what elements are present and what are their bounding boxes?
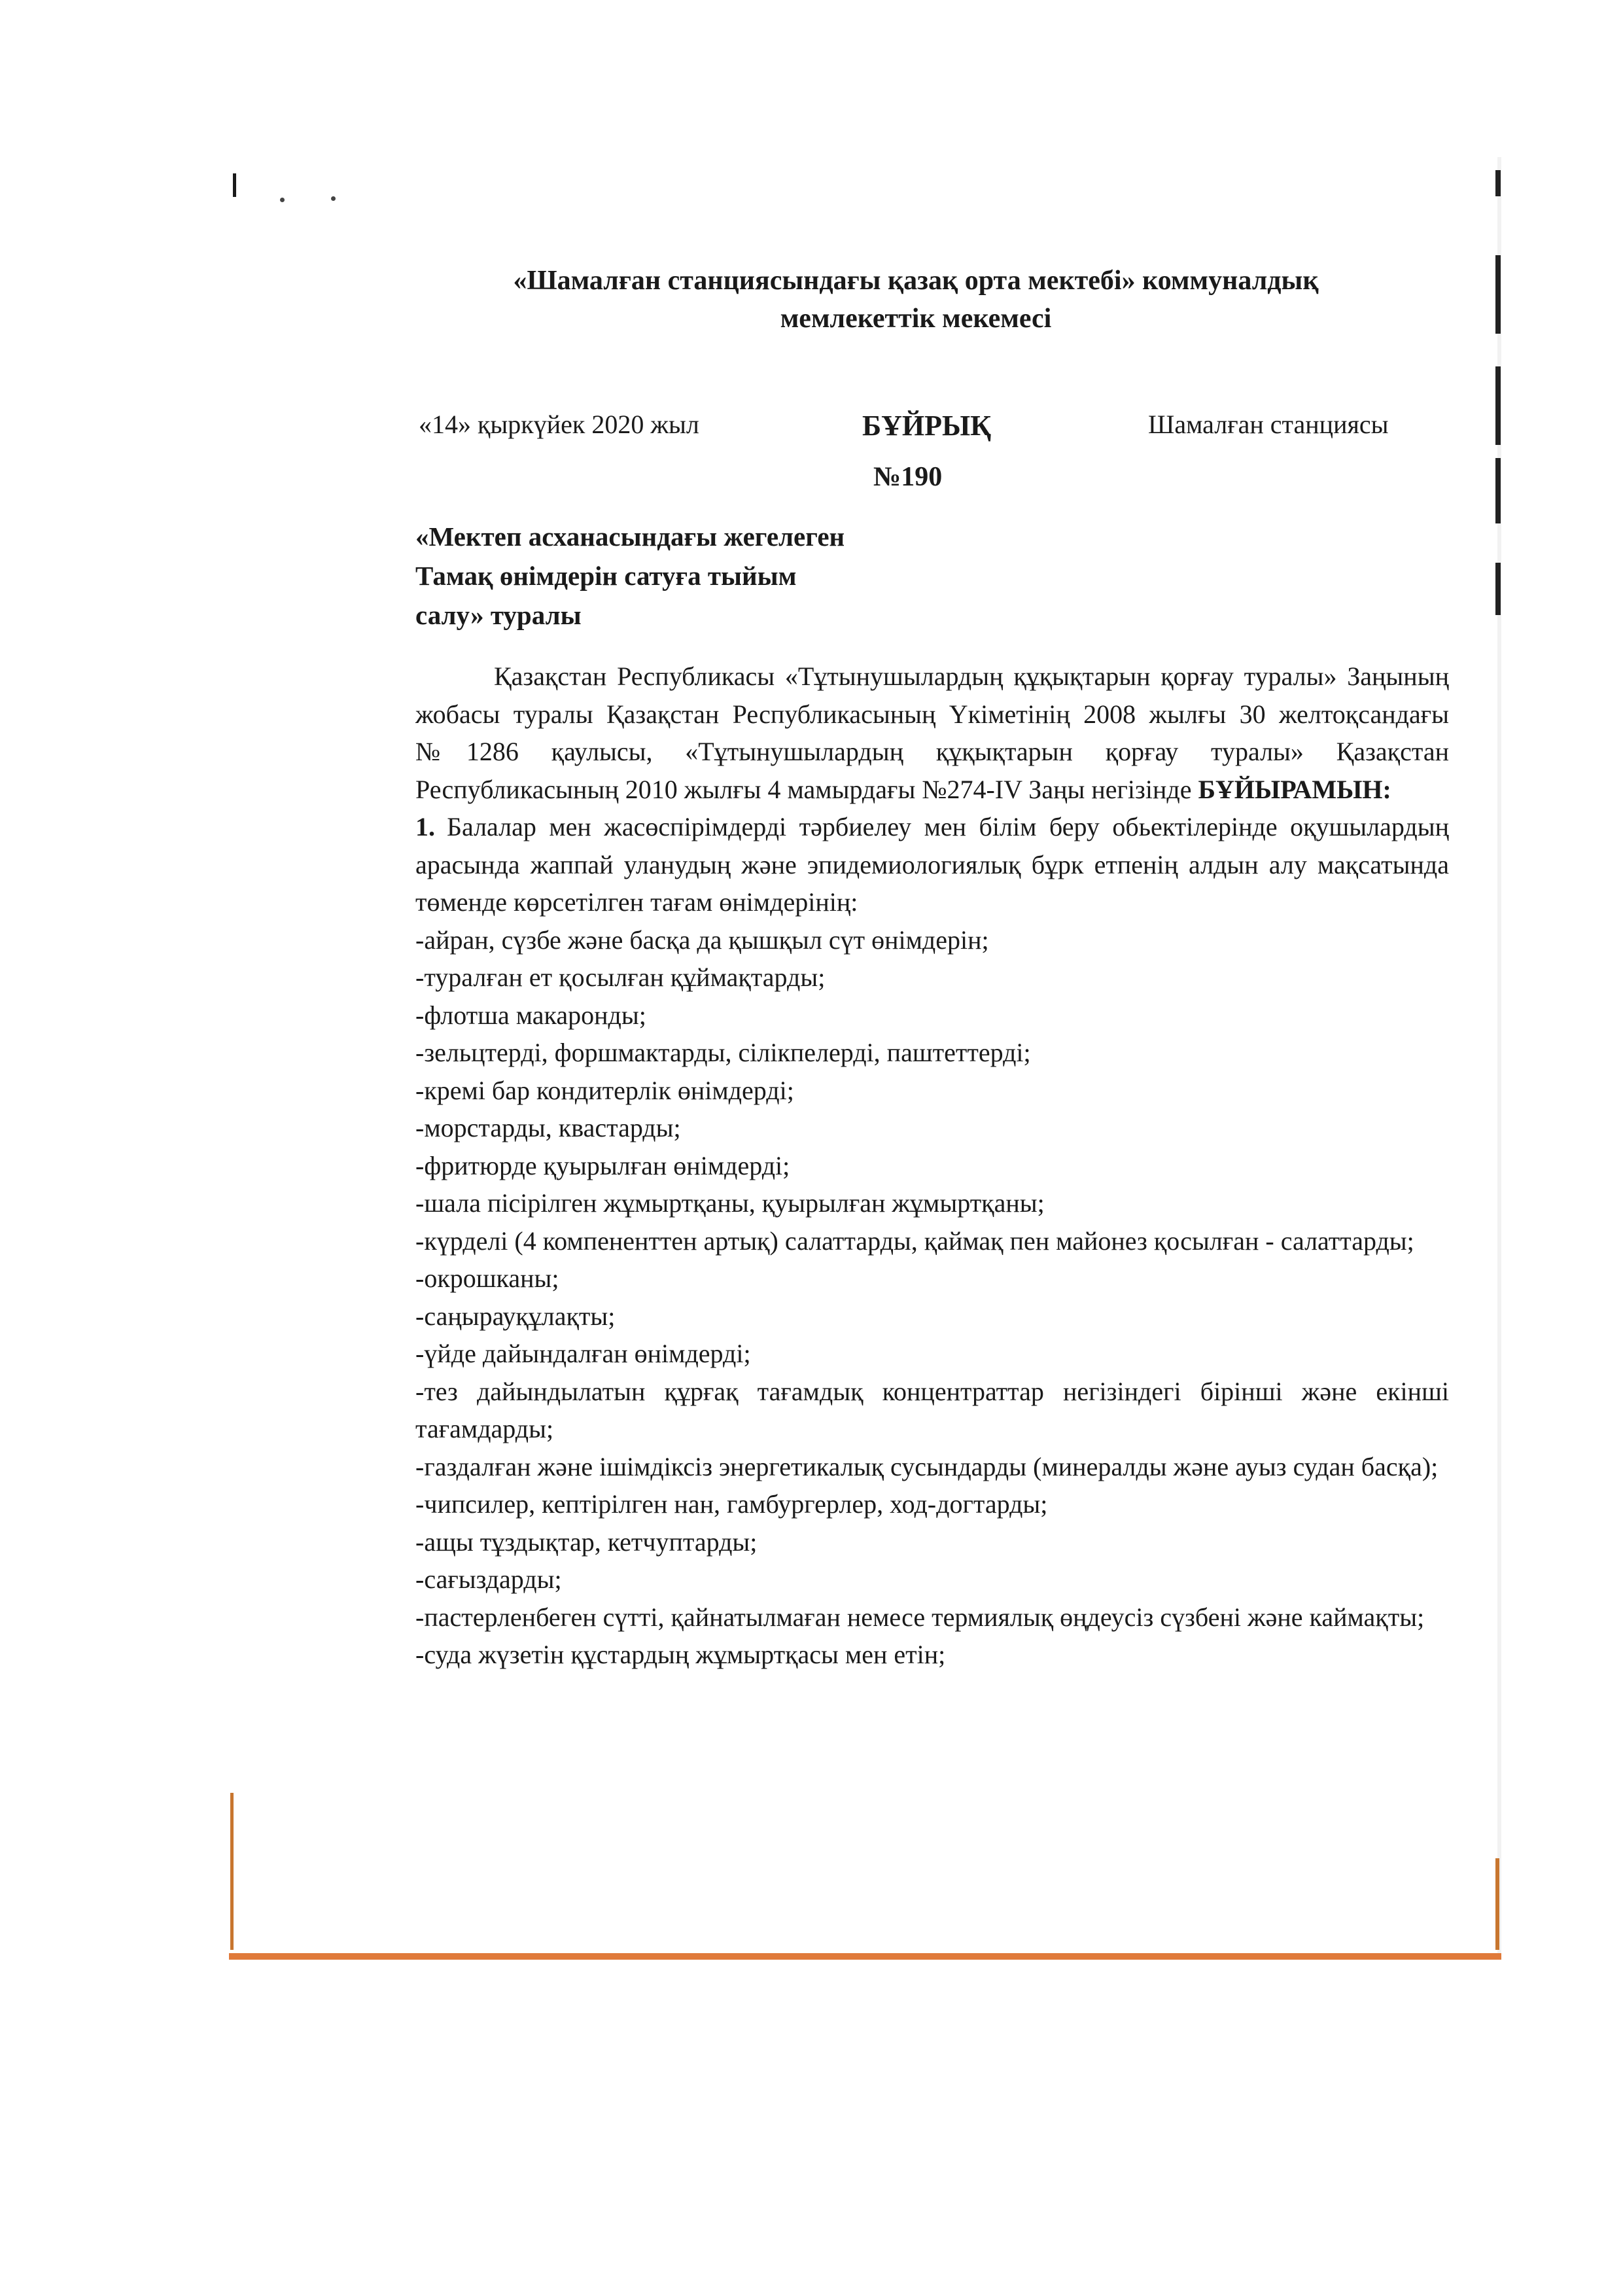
scan-edge-mark bbox=[230, 1793, 234, 1950]
institution-name-line1: «Шамалған станциясындағы қазақ орта мектебі» коммуналдық bbox=[513, 266, 1319, 296]
list-item: -саңырауқұлақты; bbox=[415, 1301, 616, 1331]
list-item: -ащы тұздықтар, кетчуптарды; bbox=[415, 1527, 758, 1557]
list-item: -үйде дайындалған өнімдерді; bbox=[415, 1339, 751, 1368]
list-item: -кремі бар кондитерлік өнімдерді; bbox=[415, 1075, 794, 1105]
list-item: -флотша макаронды; bbox=[415, 1000, 646, 1030]
point-1-number: 1. bbox=[415, 812, 435, 841]
subject-line1: «Мектеп асханасындағы жегелеген bbox=[415, 521, 845, 552]
order-number: №190 bbox=[873, 462, 943, 492]
list-item: -суда жүзетін құстардың жұмыртқасы мен етін; bbox=[415, 1640, 946, 1669]
scan-edge-mark bbox=[1495, 458, 1501, 523]
point-1 bbox=[415, 808, 1449, 921]
scan-edge-mark bbox=[1495, 366, 1501, 445]
list-item: -айран, сүзбе және басқа да қышқыл сүт өнімдерін; bbox=[415, 925, 989, 955]
list-item: -күрделі (4 компененттен артық) салаттарды, қаймақ пен майонез қосылған - салаттарды; bbox=[415, 1226, 1414, 1256]
subject-line3: салу» туралы bbox=[415, 600, 582, 630]
decree-word: БҰЙЫРАМЫН: bbox=[1198, 774, 1391, 804]
scan-dot bbox=[280, 198, 285, 202]
list-item: -газдалған және ішімдіксіз энергетикалық сусындарды (минералды және ауыз судан басқа); bbox=[415, 1451, 1439, 1481]
preamble-text: Қазақстан Республикасы «Тұтынушылардың құқықтарын қорғау туралы» Заңының жобасы туралы Қазақстан Республикасының Үкіметінің 2008 жылғы 30 желтоқсандағы №1286 қаулысы, «Тұтынушылардың құқықтарын қорғау туралы» Қазақстан Республикасының 2010 жылғы 4 мамырдағы №274-IV Заңы негізінде bbox=[415, 662, 1449, 804]
list-item: -пастерленбеген сүтті, қайнатылмаған немесе термиялық өңдеусіз сүзбені және каймақты; bbox=[415, 1602, 1425, 1632]
list-item: -фритюрде қуырылған өнімдерді; bbox=[415, 1150, 790, 1180]
point-1-text: Балалар мен жасөспірімдерді тәрбиелеу мен білім беру обьектілерінде оқушылардың арасында жаппай уланудың және эпидемиологиялық бұрк етпенің алдын алу мақсатында төменде көрсетілген тағам өнімдерінің: bbox=[415, 812, 1449, 917]
list-item: -сағыздарды; bbox=[415, 1564, 562, 1594]
list-item: -тез дайындылатын құрғақ тағамдық концентраттар негізіндегі бірінші және екінші тағамдарды; bbox=[415, 1376, 1449, 1443]
scan-edge-mark bbox=[1495, 255, 1501, 334]
order-body bbox=[415, 658, 1449, 1674]
scan-edge-mark bbox=[1495, 170, 1501, 196]
order-place: Шамалған станциясы bbox=[1148, 410, 1389, 439]
order-subject bbox=[415, 517, 1004, 635]
list-item: -окрошканы; bbox=[415, 1263, 559, 1293]
list-item: -морстарды, квастарды; bbox=[415, 1113, 681, 1142]
list-item: -зельцтерді, форшмактарды, сілікпелерді, паштеттерді; bbox=[415, 1038, 1031, 1067]
subject-line2: Тамақ өнімдерін сатуға тыйым bbox=[415, 561, 797, 591]
list-item: -чипсилер, кептірілген нан, гамбургерлер, ход-догтарды; bbox=[415, 1489, 1048, 1519]
banned-products-list bbox=[415, 921, 1449, 1674]
list-item: -туралған ет қосылған құймақтарды; bbox=[415, 963, 826, 992]
scan-dot bbox=[331, 196, 336, 201]
scan-edge-mark bbox=[1495, 1858, 1499, 1950]
institution-name-line2: мемлекеттік мекемесі bbox=[780, 304, 1052, 334]
order-date: «14» қыркүйек 2020 жыл bbox=[419, 410, 699, 439]
preamble-paragraph bbox=[415, 658, 1449, 808]
order-title: БҰЙРЫҚ bbox=[862, 410, 992, 442]
institution-header bbox=[419, 262, 1413, 338]
list-item: -шала пісірілген жұмыртқаны, қуырылған жұмыртқаны; bbox=[415, 1188, 1045, 1218]
scan-edge-mark bbox=[233, 173, 236, 197]
scan-edge-mark bbox=[1495, 563, 1501, 615]
